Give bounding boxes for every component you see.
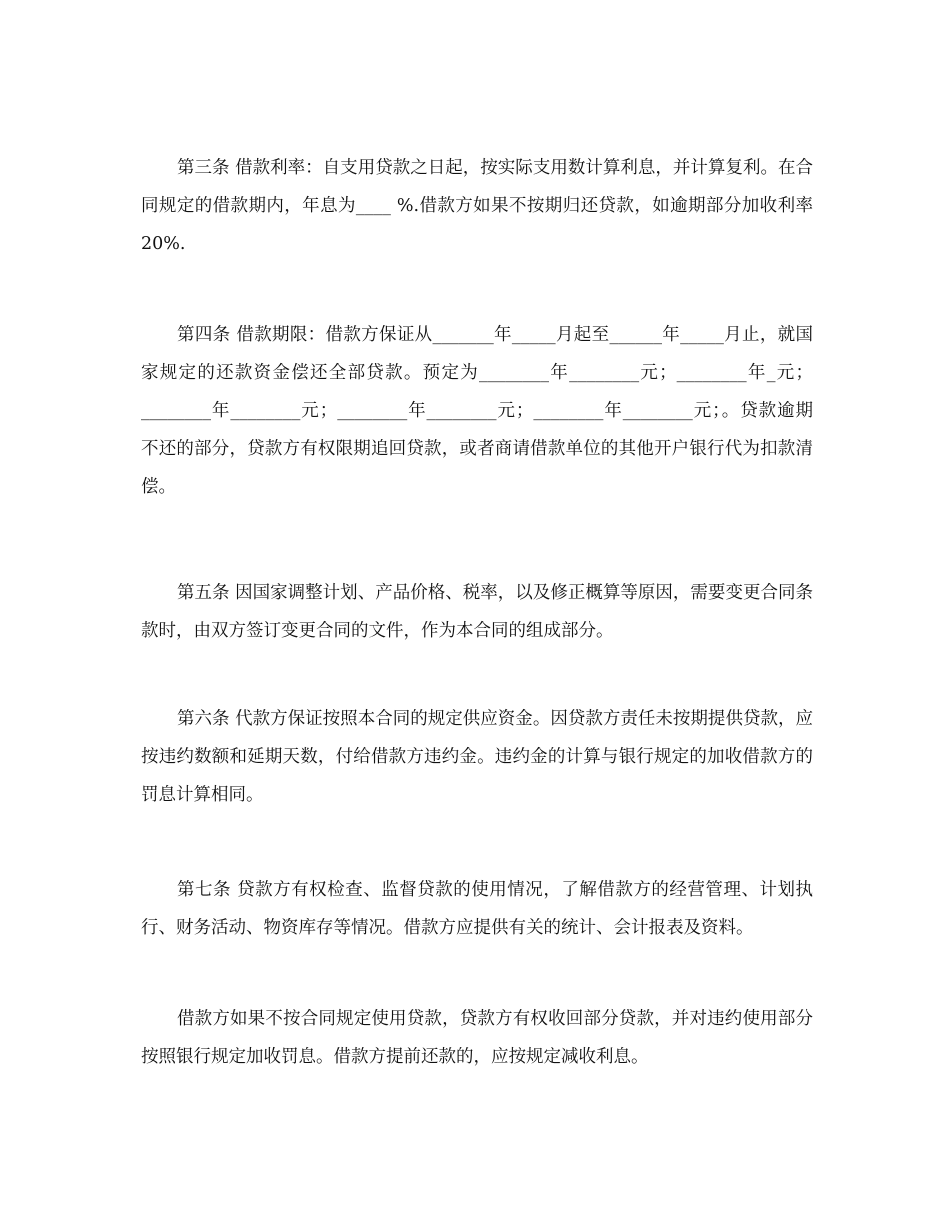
article-6-fund-supply: 第六条 代款方保证按照本合同的规定供应资金。因贷款方责任未按期提供贷款，应按违约数额和延期天数，付给借款方违约金。违约金的计算与银行规定的加收借款方的罚息计算相同。 [141,709,813,805]
article-4-loan-term: 第四条 借款期限：借款方保证从_______年_____月起至______年_____月止，就国家规定的还款资金偿还全部贷款。预定为________年________元；________年_元；________年________元；________年________元；________年________元；。贷款逾期不还的部分，贷款方有权限期追回贷款，或者商请借款单位的其他开户银行代为扣款清偿。 [141,325,813,497]
article-7-supervision: 第七条 贷款方有权检查、监督贷款的使用情况，了解借款方的经营管理、计划执行、财务活动、物资库存等情况。借款方应提供有关的统计、会计报表及资料。 [141,880,813,938]
misuse-penalty-paragraph: 借款方如果不按合同规定使用贷款，贷款方有权收回部分贷款，并对违约使用部分按照银行规定加收罚息。借款方提前还款的，应按规定减收利息。 [141,1009,813,1067]
article-5-contract-changes: 第五条 因国家调整计划、产品价格、税率，以及修正概算等原因，需要变更合同条款时，由双方签订变更合同的文件，作为本合同的组成部分。 [141,583,813,641]
article-3-interest-rate: 第三条 借款利率：自支用贷款之日起，按实际支用数计算利息，并计算复利。在合同规定的借款期内，年息为____ %.借款方如果不按期归还贷款，如逾期部分加收利率20%. [141,158,813,254]
